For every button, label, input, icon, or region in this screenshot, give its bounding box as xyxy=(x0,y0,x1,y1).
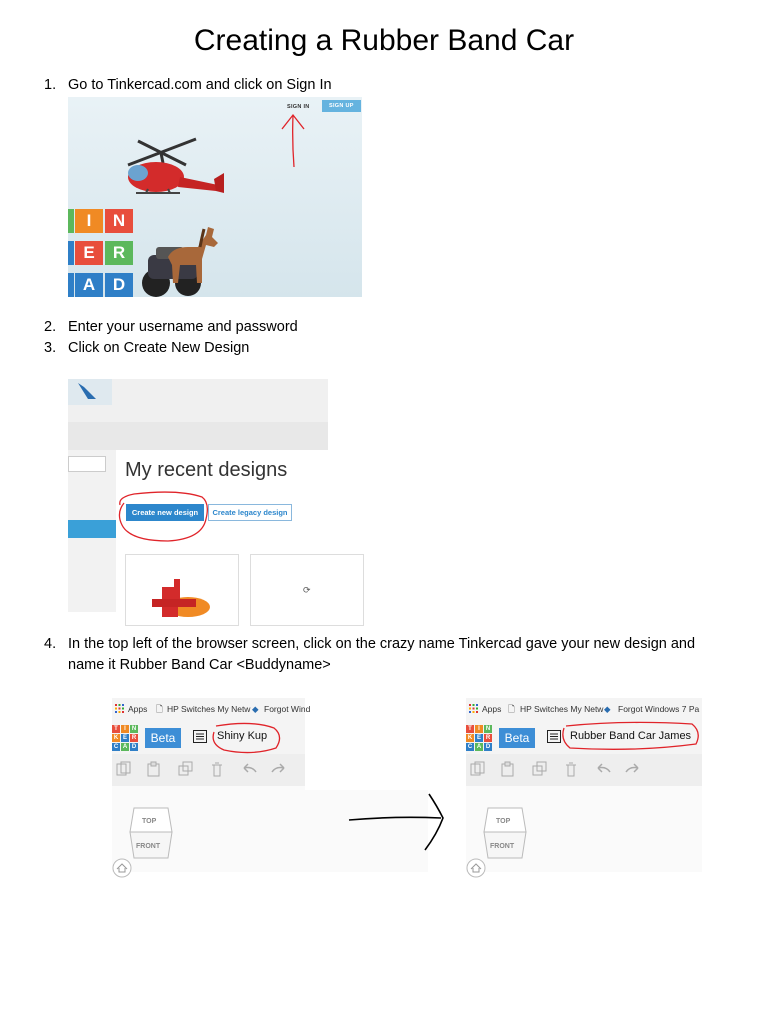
cube-front-label: FRONT xyxy=(490,843,515,850)
dashboard-screenshot xyxy=(68,379,328,612)
logo-tile: I xyxy=(75,209,103,233)
step-number: 4. xyxy=(44,636,57,652)
design-name-field[interactable]: Shiny Kup xyxy=(217,730,268,742)
logo-tile: D xyxy=(105,273,133,297)
recent-designs-heading: My recent designs xyxy=(125,459,288,481)
delete-icon[interactable] xyxy=(209,761,225,777)
diamond-icon: ◆ xyxy=(604,704,611,714)
bookmark-forgot-windows[interactable]: Forgot Wind xyxy=(264,704,311,714)
cube-front-label: FRONT xyxy=(136,843,161,850)
editor-toolbar xyxy=(466,754,702,786)
design-card[interactable] xyxy=(125,554,239,626)
apps-bookmark[interactable]: Apps xyxy=(482,704,502,714)
design-name-field[interactable]: Rubber Band Car James xyxy=(570,730,692,742)
undo-icon[interactable] xyxy=(594,761,612,777)
apps-icon xyxy=(469,704,478,715)
paste-icon[interactable] xyxy=(146,761,162,777)
workplane[interactable] xyxy=(466,786,702,872)
logo-tile: A xyxy=(75,273,103,297)
cube-top-label: TOP xyxy=(142,818,157,825)
diamond-icon: ◆ xyxy=(252,704,259,714)
editor-after-screenshot xyxy=(466,698,702,872)
step-number: 1. xyxy=(44,77,57,93)
annotation-circle xyxy=(112,720,305,754)
view-cube[interactable] xyxy=(482,806,528,866)
step-text: In the top left of the browser screen, click on the crazy name Tinkercad gave your new design and name it Rubber Band Car <Buddyname> xyxy=(68,636,696,673)
bookmarks-bar xyxy=(466,698,702,720)
loading-icon: ⟳ xyxy=(303,585,311,595)
redo-icon[interactable] xyxy=(624,761,642,777)
copy-icon[interactable] xyxy=(470,761,486,777)
annotation-arrow xyxy=(68,97,362,297)
beta-badge: Beta xyxy=(145,728,181,748)
editor-toolbar xyxy=(112,754,305,786)
step-text: Go to Tinkercad.com and click on Sign In xyxy=(68,77,332,93)
annotation-circle xyxy=(466,720,702,754)
document-title: Creating a Rubber Band Car xyxy=(193,24,575,57)
home-icon[interactable] xyxy=(466,858,488,880)
view-cube[interactable] xyxy=(128,806,174,866)
redo-icon[interactable] xyxy=(270,761,288,777)
logo-tile: E xyxy=(75,241,103,265)
tinkercad-homepage-screenshot xyxy=(68,97,362,297)
sign-up-button[interactable]: SIGN UP xyxy=(322,100,361,112)
step-text: Click on Create New Design xyxy=(68,340,250,356)
cube-top-label: TOP xyxy=(496,818,511,825)
page-icon: 🗋 xyxy=(156,704,163,714)
editor-header xyxy=(466,720,702,754)
bookmark-forgot-windows[interactable]: Forgot Windows 7 Pa xyxy=(618,704,700,714)
tinkercad-logo[interactable]: T I N K E R C A D xyxy=(113,726,137,750)
editor-header xyxy=(112,720,305,754)
step-text: Enter your username and password xyxy=(68,319,298,335)
step-number: 3. xyxy=(44,340,57,356)
paste-icon[interactable] xyxy=(500,761,516,777)
bookmark-hp-switches[interactable]: HP Switches My Netw xyxy=(520,704,604,714)
create-new-design-button[interactable]: Create new design xyxy=(126,504,204,521)
bookmarks-bar xyxy=(112,698,311,720)
logo-tile: N xyxy=(105,209,133,233)
apps-bookmark[interactable]: Apps xyxy=(128,704,148,714)
bookmark-hp-switches[interactable]: HP Switches My Netw xyxy=(167,704,251,714)
copy-icon[interactable] xyxy=(116,761,132,777)
step-number: 2. xyxy=(44,319,57,335)
workplane[interactable] xyxy=(112,786,305,872)
duplicate-icon[interactable] xyxy=(178,761,194,777)
page-icon: 🗋 xyxy=(508,704,515,714)
beta-badge: Beta xyxy=(499,728,535,748)
logo-tile: R xyxy=(105,241,133,265)
undo-icon[interactable] xyxy=(240,761,258,777)
create-legacy-design-button[interactable]: Create legacy design xyxy=(208,504,292,521)
home-icon[interactable] xyxy=(112,858,134,880)
design-thumbnail xyxy=(126,555,238,625)
sign-in-button[interactable]: SIGN IN xyxy=(287,104,310,110)
delete-icon[interactable] xyxy=(563,761,579,777)
editor-before-screenshot xyxy=(112,698,311,872)
design-card[interactable] xyxy=(250,554,364,626)
duplicate-icon[interactable] xyxy=(532,761,548,777)
tinkercad-logo[interactable]: T I N K E R C A D xyxy=(467,726,491,750)
transition-arrow xyxy=(305,790,465,872)
apps-icon xyxy=(115,704,124,715)
